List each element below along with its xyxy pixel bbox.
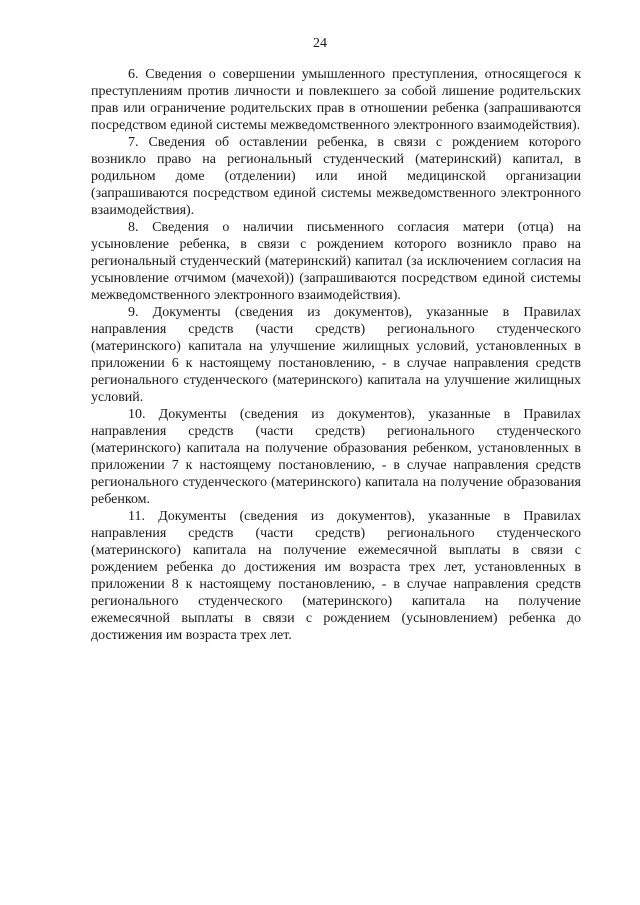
document-body [91,66,581,644]
paragraph-item-7: 7. Сведения об оставлении ребенка, в связи с рождением которого возникло право на региональный студенческий (материнский) капитал, в родильном доме (отделении) или иной медицинской организации (запрашиваются посредством единой системы межведомственного электронного взаимодействия). [91,135,581,218]
paragraph-item-6: 6. Сведения о совершении умышленного преступления, относящегося к преступлениям против личности и повлекшего за собой лишение родительских прав или ограничение родительских прав в отношении ребенка (запрашиваются посредством единой системы межведомственного электронного взаимодействия). [91,67,581,133]
paragraph-item-11: 11. Документы (сведения из документов), указанные в Правилах направления средств (части средств) регионального студенческого (материнского) капитала на получение ежемесячной выплаты в связи с рождением ребенка до достижения им возраста трех лет, установленных в приложении 8 к настоящему постановлению, - в случае направления средств регионального студенческого (материнского) капитала на получение ежемесячной выплаты в связи с рождением (усыновлением) ребенка до достижения им возраста трех лет. [91,509,581,643]
page-number: 24 [313,36,327,51]
paragraph-item-8: 8. Сведения о наличии письменного согласия матери (отца) на усыновление ребенка, в связи с рождением которого возникло право на региональный студенческий (материнский) капитал (за исключением согласия на усыновление отчимом (мачехой)) (запрашиваются посредством единой системы межведомственного электронного взаимодействия). [91,220,581,303]
paragraph-item-9: 9. Документы (сведения из документов), указанные в Правилах направления средств (части средств) регионального студенческого (материнского) капитала на улучшение жилищных условий, установленных в приложении 6 к настоящему постановлению, - в случае направления средств регионального студенческого (материнского) капитала на улучшение жилищных условий. [91,305,581,405]
paragraph-item-10: 10. Документы (сведения из документов), указанные в Правилах направления средств (части средств) регионального студенческого (материнского) капитала на получение образования ребенком, установленных в приложении 7 к настоящему постановлению, - в случае направления средств регионального студенческого (материнского) капитала на получение образования ребенком. [91,407,581,507]
